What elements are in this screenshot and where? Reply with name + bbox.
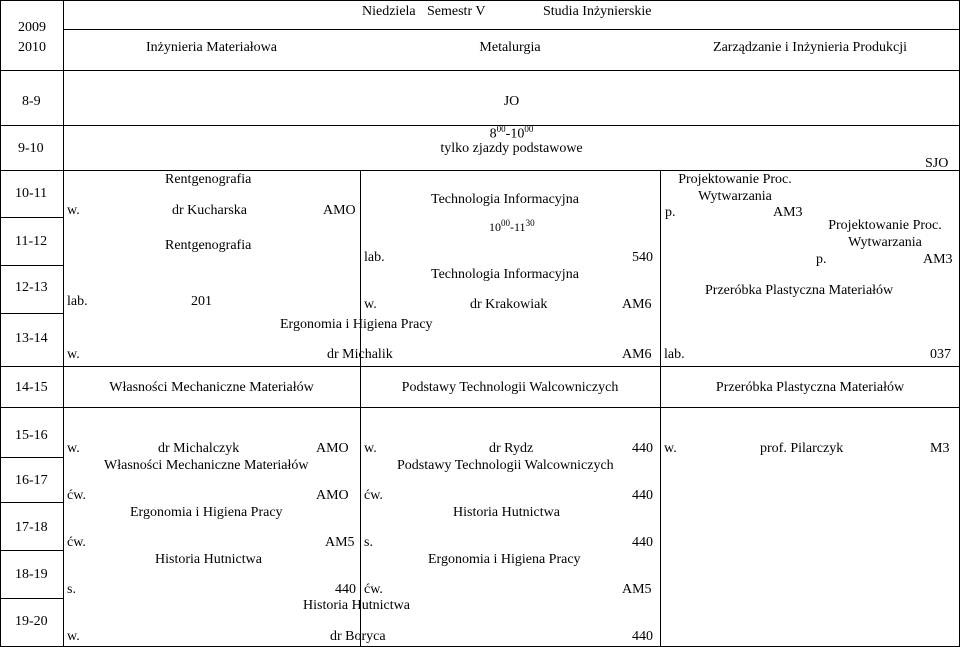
semester-label: Semestr V <box>427 4 486 19</box>
rentgen-room: AMO <box>323 203 356 218</box>
ti-type: w. <box>364 297 377 312</box>
jo-label: JO <box>503 94 520 109</box>
im1-teacher: dr Michalczyk <box>158 441 240 456</box>
sjo-label: SJO <box>925 156 949 171</box>
ppw2-line1: Projektowanie Proc. <box>828 218 942 233</box>
met2-type: ćw. <box>364 488 383 503</box>
met3-title: Historia Hutnictwa <box>453 505 560 520</box>
hour-label: 14-15 <box>15 380 48 395</box>
joint-type: w. <box>67 629 80 644</box>
jo-note: tylko zjazdy podstawowe <box>440 141 583 156</box>
rentgen-lab-room: 201 <box>191 294 212 309</box>
ppm-title: Przeróbka Plastyczna Materiałów <box>705 283 894 298</box>
rentgen-title: Rentgenografia <box>165 172 252 187</box>
year-end: 2010 <box>18 40 46 55</box>
hour-label: 15-16 <box>15 428 48 443</box>
zip1-teacher: prof. Pilarczyk <box>760 441 844 456</box>
ppw2-room: AM3 <box>923 252 953 267</box>
rentgen-lab-type: lab. <box>67 294 88 309</box>
im3-title: Ergonomia i Higiena Pracy <box>130 505 283 520</box>
ergo-room: AM6 <box>622 347 652 362</box>
im4-type: s. <box>67 582 76 597</box>
ti-teacher: dr Krakowiak <box>470 297 548 312</box>
major-header-met: Metalurgia <box>479 40 541 55</box>
studies-label: Studia Inżynierskie <box>543 4 652 19</box>
ppm-lab-room: 037 <box>930 347 951 362</box>
ppw1-line2: Wytwarzania <box>698 189 772 204</box>
rentgen-type: w. <box>67 203 80 218</box>
met4-title: Ergonomia i Higiena Pracy <box>428 552 581 567</box>
ti-lab-type: lab. <box>364 250 385 265</box>
hour-label: 18-19 <box>15 567 48 582</box>
im4-title: Historia Hutnictwa <box>155 552 262 567</box>
im1-type: w. <box>67 441 80 456</box>
zip1-room: M3 <box>930 441 950 456</box>
subject-met-1415: Podstawy Technologii Walcowniczych <box>401 380 619 395</box>
subject-im-1415: Własności Mechaniczne Materiałów <box>109 380 314 395</box>
major-header-im: Inżynieria Materiałowa <box>146 40 277 55</box>
ppw2-type: p. <box>816 252 827 267</box>
im4-room: 440 <box>335 582 356 597</box>
hour-label: 9-10 <box>18 141 44 156</box>
ppw1-room: AM3 <box>773 205 803 220</box>
ti-title: Technologia Informacyjna <box>431 192 579 207</box>
im2-room: AMO <box>316 488 349 503</box>
hour-label: 19-20 <box>15 614 48 629</box>
ppw1-line1: Projektowanie Proc. <box>678 172 792 187</box>
rentgen-teacher: dr Kucharska <box>172 203 248 218</box>
met2-room: 440 <box>632 488 653 503</box>
hour-label: 13-14 <box>15 331 48 346</box>
joint-title: Historia Hutnictwa <box>303 598 410 613</box>
joint-room: 440 <box>632 629 653 644</box>
ti-time: $10^{00}-11^{30}$ <box>489 218 535 234</box>
subject-zip-1415: Przeróbka Plastyczna Materiałów <box>715 380 905 395</box>
jo-time: $8^{00}-10^{00}$ <box>489 124 534 142</box>
met4-room: AM5 <box>622 582 652 597</box>
ppw1-type: p. <box>665 205 676 220</box>
hour-label: 11-12 <box>15 234 48 249</box>
year-start: 2009 <box>18 20 46 35</box>
im2-type: ćw. <box>67 488 86 503</box>
met1-room: 440 <box>632 441 653 456</box>
ppw2-line2: Wytwarzania <box>848 235 922 250</box>
ppm-lab-type: lab. <box>664 347 685 362</box>
joint-teacher: dr Boryca <box>330 629 386 644</box>
ergo-title: Ergonomia i Higiena Pracy <box>280 317 433 332</box>
major-header-zip: Zarządzanie i Inżynieria Produkcji <box>713 40 907 55</box>
day-label: Niedziela <box>362 4 416 19</box>
met3-type: s. <box>364 535 373 550</box>
hour-label: 17-18 <box>15 520 48 535</box>
hour-label: 8-9 <box>22 94 41 109</box>
zip1-type: w. <box>664 441 677 456</box>
ti-lab-room: 540 <box>632 250 653 265</box>
im3-type: ćw. <box>67 535 86 550</box>
hour-label: 12-13 <box>15 280 48 295</box>
met2-title: Podstawy Technologii Walcowniczych <box>397 458 614 473</box>
met4-type: ćw. <box>364 582 383 597</box>
im1-room: AMO <box>316 441 349 456</box>
hour-label: 16-17 <box>15 473 48 488</box>
met1-type: w. <box>364 441 377 456</box>
rentgen-lab-title: Rentgenografia <box>165 238 252 253</box>
met3-room: 440 <box>632 535 653 550</box>
ergo-type: w. <box>67 347 80 362</box>
ergo-teacher: dr Michalik <box>327 347 393 362</box>
hour-label: 10-11 <box>15 186 48 201</box>
im3-room: AM5 <box>325 535 355 550</box>
met1-teacher: dr Rydz <box>489 441 534 456</box>
ti-title-2: Technologia Informacyjna <box>431 267 579 282</box>
im2-title: Własności Mechaniczne Materiałów <box>104 458 309 473</box>
ti-room: AM6 <box>622 297 652 312</box>
